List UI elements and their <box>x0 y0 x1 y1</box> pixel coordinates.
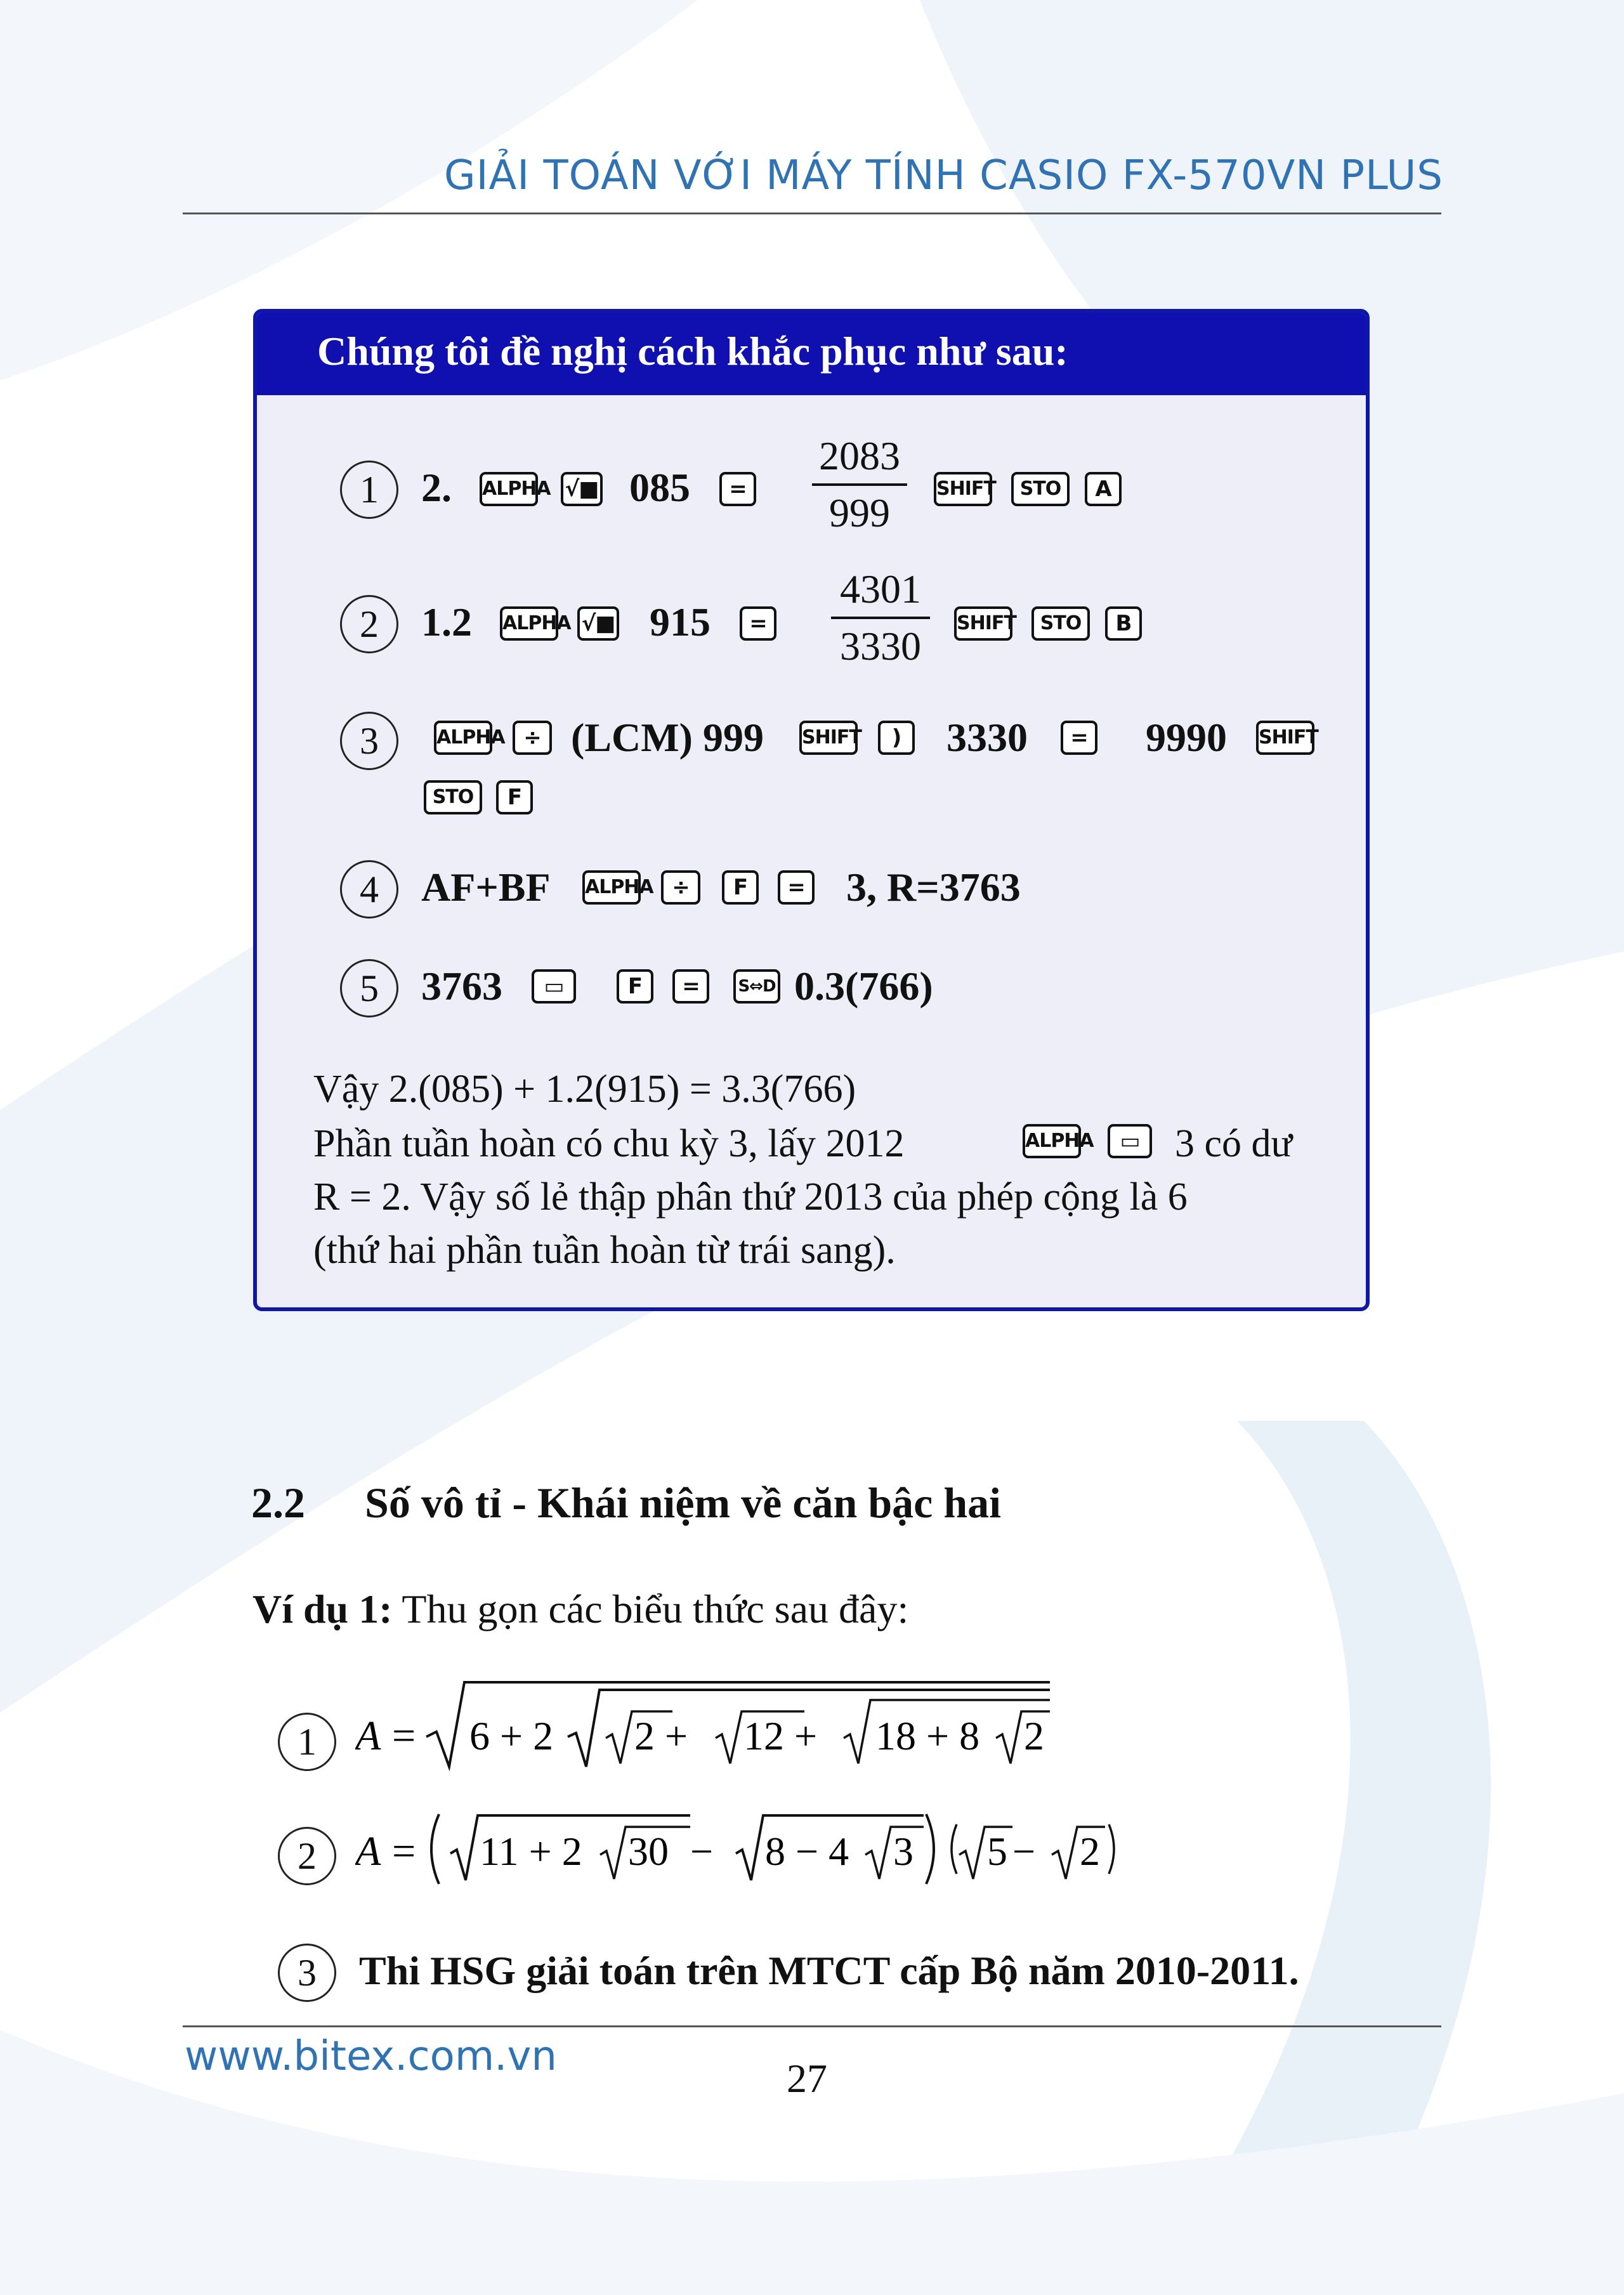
left-paren <box>431 1814 439 1884</box>
sto-key-icon: STO <box>1011 472 1070 506</box>
step-3-text-3: 9990 <box>1146 715 1227 760</box>
fraction-denominator: 999 <box>829 490 890 535</box>
fraction-numerator: 4301 <box>840 566 921 611</box>
step-5-start: 3763 <box>421 964 502 1009</box>
right-paren <box>926 1814 934 1884</box>
item-2-eq: = <box>392 1828 416 1874</box>
sqrt-key-icon: √■ <box>561 472 603 506</box>
summary-line-4: (thứ hai phần tuần hoàn từ trái sang). <box>313 1229 896 1272</box>
expr-30: 30 <box>628 1829 669 1874</box>
expr-11-plus-2: 11 + 2 <box>480 1829 582 1874</box>
solution-box-title: Chúng tôi đề nghị cách khắc phục như sau: <box>317 329 1068 374</box>
expr-2: 2 <box>1080 1829 1100 1874</box>
expression-1 <box>355 1675 1078 1776</box>
sto-key-icon: STO <box>424 780 482 814</box>
step-4-start: AF+BF <box>421 865 551 910</box>
alpha-key-icon: ALPHA <box>434 721 492 755</box>
item-1-lhs: A <box>355 1713 381 1759</box>
item-number-1: 1 <box>278 1713 336 1771</box>
alpha-key-icon: ALPHA <box>582 870 641 905</box>
fraction-4301-3330 <box>831 566 930 670</box>
expr-8-minus-4: 8 − 4 <box>765 1829 849 1874</box>
equals-key-icon: = <box>740 606 776 641</box>
b-key-icon: B <box>1105 606 1142 641</box>
sqrt-key-icon: √■ <box>577 606 619 641</box>
step-3-text-2: 3330 <box>946 715 1028 760</box>
expr-sqrt12-plus: 12 + <box>743 1713 818 1758</box>
step-number-1: 1 <box>340 461 398 519</box>
summary-line-2-end: 3 có dư <box>1175 1122 1293 1165</box>
fraction-denominator: 3330 <box>840 624 921 669</box>
expr-3: 3 <box>893 1829 914 1874</box>
left-paren-small <box>952 1824 957 1874</box>
step-3-text-1 <box>571 714 764 761</box>
step-number-3: 3 <box>340 712 398 770</box>
step-1-mid: 085 <box>629 465 690 510</box>
fraction-numerator: 2083 <box>819 433 900 478</box>
item-2-lhs: A <box>355 1828 381 1874</box>
step-4-result: 3, R=3763 <box>846 865 1021 910</box>
item-number-2: 2 <box>278 1827 336 1885</box>
equals-key-icon: = <box>1061 721 1097 755</box>
expr-sqrt2-plus: 2 + <box>634 1713 688 1758</box>
expression-2 <box>355 1801 1180 1897</box>
shift-key-icon: SHIFT <box>1256 721 1314 755</box>
expr-minus-2: − <box>1012 1829 1036 1874</box>
example-text: Thu gọn các biểu thức sau đây: <box>402 1586 909 1631</box>
equals-key-icon: = <box>778 870 815 905</box>
divide-key-icon: ÷ <box>513 721 552 755</box>
item-1-eq: = <box>392 1713 416 1759</box>
step-2-mid: 915 <box>650 599 710 644</box>
alpha-key-icon: ALPHA <box>480 472 538 506</box>
alpha-key-icon: ALPHA <box>500 606 558 641</box>
summary-line-3: R = 2. Vậy số lẻ thập phân thứ 2013 của phép cộng là 6 <box>313 1175 1188 1219</box>
summary-line-1: Vậy 2.(085) + 1.2(915) = 3.3(766) <box>313 1068 856 1111</box>
header-title: GIẢI TOÁN VỚI MÁY TÍNH CASIO FX-570VN PLUS <box>444 152 1443 199</box>
fraction-bar <box>812 483 907 486</box>
sto-key-icon: STO <box>1031 606 1090 641</box>
right-paren-small <box>1109 1824 1114 1874</box>
step-2-start: 1.2 <box>421 599 472 644</box>
expr-inner-2: 2 <box>1024 1713 1044 1758</box>
close-paren-key-icon: ) <box>878 721 915 755</box>
shift-key-icon: SHIFT <box>934 472 992 506</box>
divide-key-icon: ÷ <box>661 870 700 905</box>
expr-6-plus-2: 6 + 2 <box>469 1713 554 1758</box>
step-number-4: 4 <box>340 860 398 919</box>
expr-5: 5 <box>987 1829 1007 1874</box>
fraction-key-icon: ▭ <box>532 969 576 1004</box>
section-title: Số vô tỉ - Khái niệm về căn bậc hai <box>365 1479 1002 1527</box>
shift-key-icon: SHIFT <box>954 606 1012 641</box>
fraction-key-icon: ▭ <box>1108 1124 1152 1158</box>
alpha-key-icon: ALPHA <box>1023 1124 1081 1158</box>
step-number-5: 5 <box>340 959 398 1017</box>
fraction-2083-999 <box>812 433 907 537</box>
summary-line-2: Phần tuần hoàn có chu kỳ 3, lấy 2012 <box>313 1122 905 1165</box>
f-key-icon: F <box>617 969 653 1004</box>
f-key-icon: F <box>496 780 533 814</box>
footer-url[interactable]: www.bitex.com.vn <box>185 2033 557 2080</box>
fraction-bar <box>831 617 930 619</box>
item-number-3: 3 <box>278 1944 336 2002</box>
s-to-d-key-icon: S⇔D <box>733 969 780 1004</box>
expr-18-plus-8: 18 + 8 <box>875 1713 980 1758</box>
equals-key-icon: = <box>719 472 756 506</box>
step-1-start: 2. <box>421 465 452 510</box>
expr-minus: − <box>690 1829 714 1874</box>
lcm-label: (LCM) 999 <box>571 715 764 760</box>
example-label: Ví dụ 1: <box>252 1586 393 1631</box>
step-5-result: 0.3(766) <box>794 964 933 1009</box>
page-number: 27 <box>787 2056 827 2101</box>
section-number: 2.2 <box>251 1479 305 1527</box>
step-number-2: 2 <box>340 595 398 653</box>
item-3-text: Thi HSG giải toán trên MTCT cấp Bộ năm 2010-2011. <box>359 1948 1299 1993</box>
a-key-icon: A <box>1085 472 1122 506</box>
equals-key-icon: = <box>672 969 709 1004</box>
shift-key-icon: SHIFT <box>799 721 858 755</box>
f-key-icon: F <box>722 870 759 905</box>
section-heading <box>251 1478 1001 1528</box>
example-intro <box>252 1586 908 1633</box>
